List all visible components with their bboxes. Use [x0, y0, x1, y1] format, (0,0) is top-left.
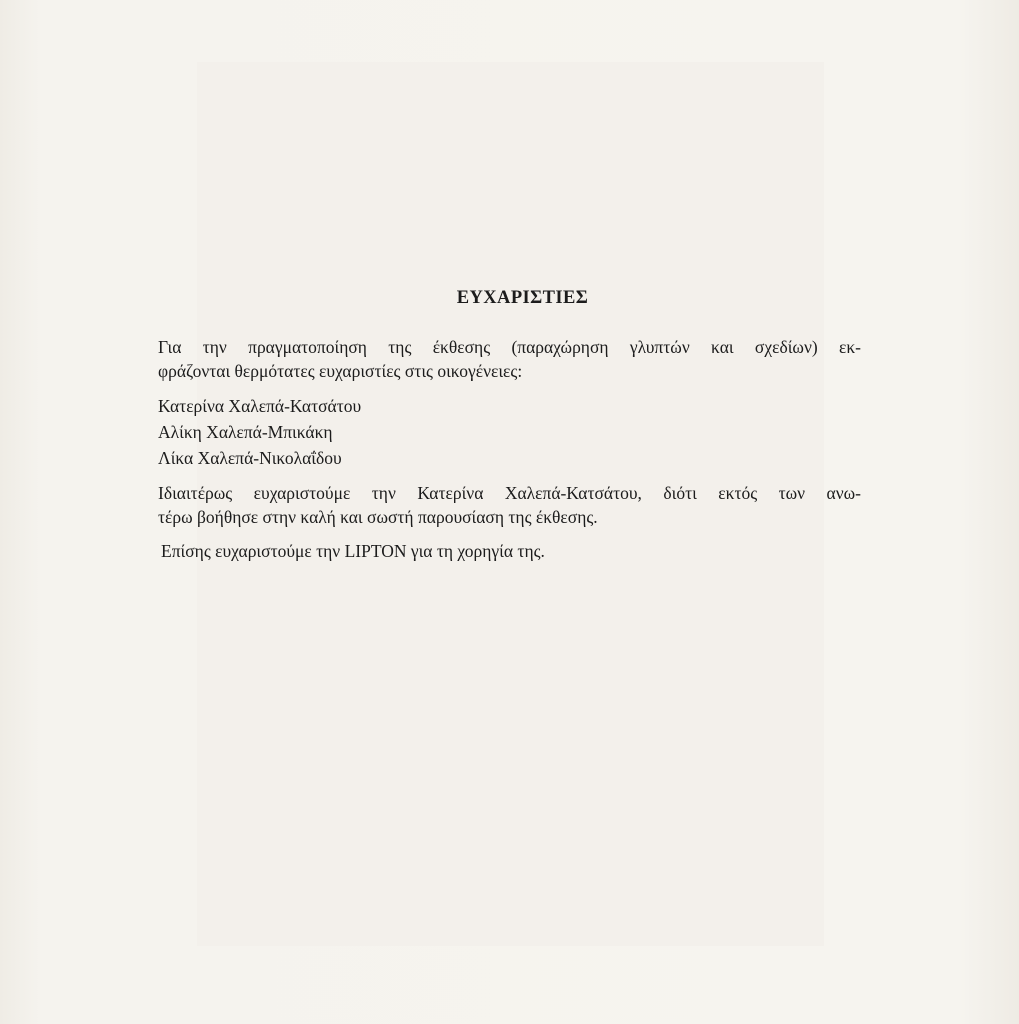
- special-thanks-line-1: Ιδιαιτέρως ευχαριστούμε την Κατερίνα Χαλεπά-Κατσάτου, διότι εκτός των ανω-: [158, 483, 861, 503]
- family-name: Λίκα Χαλεπά-Νικολαΐδου: [158, 448, 342, 468]
- special-thanks-line-2: τέρω βοήθησε στην καλή και σωστή παρουσίαση της έκθεσης.: [158, 507, 598, 527]
- intro-paragraph: [158, 335, 861, 383]
- page-title: ΕΥΧΑΡΙΣΤΙΕΣ: [456, 288, 589, 308]
- intro-line-1: Για την πραγματοποίηση της έκθεσης (παραχώρηση γλυπτών και σχεδίων) εκ-: [158, 337, 861, 357]
- family-name: Κατερίνα Χαλεπά-Κατσάτου: [158, 396, 362, 416]
- acknowledgements-section: [158, 288, 861, 563]
- special-thanks-paragraph: [158, 481, 861, 529]
- intro-line-2: φράζονται θερμότατες ευχαριστίες στις οικογένειες:: [158, 361, 523, 381]
- family-name: Αλίκη Χαλεπά-Μπικάκη: [158, 422, 333, 442]
- family-list: [158, 393, 861, 471]
- sponsor-paragraph: Επίσης ευχαριστούμε την LIPTON για τη χορηγία της.: [161, 541, 545, 561]
